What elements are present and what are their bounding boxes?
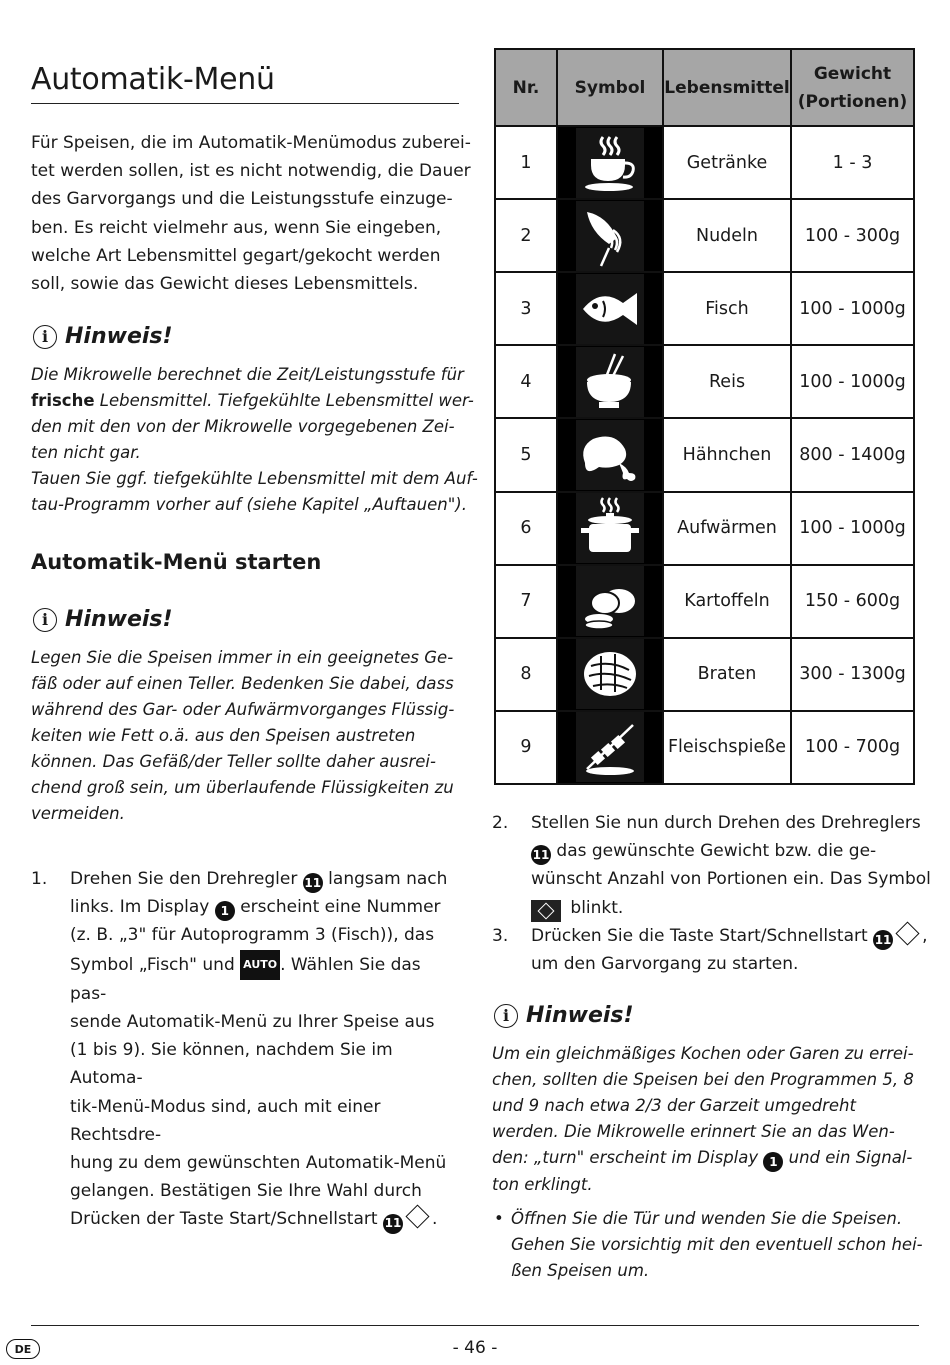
noodles-fork-icon: [576, 201, 644, 271]
control-knob-badge: 11: [531, 845, 551, 865]
step-text: Stellen Sie nun durch Drehen des Drehreglers 11 das gewünschte Gewicht bzw. die ge- wünscht Anzahl von Portionen ein. Das Symbol blinkt.: [531, 809, 931, 922]
fish-icon: [576, 274, 644, 344]
coffee-cup-icon: [576, 128, 644, 198]
table-row: [495, 492, 914, 565]
table-row: [495, 345, 914, 418]
row-food: Getränke: [663, 126, 791, 199]
intro-line: tet werden sollen, ist es nicht notwendig, die Dauer: [31, 161, 471, 182]
note-line: während des Gar- oder Aufwärmvorganges Flüssig-: [31, 700, 455, 719]
table-row: [495, 272, 914, 345]
note-text: [31, 645, 454, 827]
row-nr: 2: [495, 199, 557, 272]
note-label: Hinweis!: [526, 1003, 634, 1028]
note-label: Hinweis!: [65, 324, 173, 349]
row-symbol: [557, 638, 663, 711]
intro-line: welche Art Lebensmittel gegart/gekocht werden: [31, 245, 441, 266]
row-symbol: [557, 492, 663, 565]
section-heading: Automatik-Menü starten: [31, 550, 322, 574]
row-weight: 100 - 1000g: [791, 345, 914, 418]
start-symbol-icon: [405, 1205, 429, 1229]
cooking-pot-icon: [576, 493, 644, 563]
table-row: [495, 565, 914, 638]
skewer-icon: [576, 712, 644, 782]
intro-paragraph: [31, 129, 471, 298]
note-line: frische Lebensmittel. Tiefgekühlte Lebensmittel wer-: [31, 391, 474, 410]
note-label: Hinweis!: [65, 607, 173, 632]
step-number: 3.: [492, 926, 509, 946]
language-badge: DE: [6, 1339, 40, 1359]
note-line: Um ein gleichmäßiges Kochen oder Garen zu errei-: [492, 1044, 914, 1063]
row-nr: 8: [495, 638, 557, 711]
bullet-line: ßen Speisen um.: [511, 1261, 650, 1280]
step-text: Drehen Sie den Drehregler 11 langsam nach links. Im Display 1 erscheint eine Nummer (z. B. „3" für Autoprogramm 3 (Fisch)), das Symbol „Fisch" und AUTO . Wählen Sie das pas- sende Automatik-Menü zu Ihrer Speise aus (1 bis 9). Sie können, nachdem Sie im Automa- tik-Menü-Modus sind, auch mit einer Rechtsdre- hung zu dem gewünschten Automatik-Menü gelangen. Bestätigen Sie Ihre Wahl durch Drücken der Taste Start/Schnellstart 11 .: [70, 865, 461, 1234]
display-badge: 1: [215, 901, 235, 921]
chicken-leg-icon: [576, 420, 644, 490]
bullet-line: Gehen Sie vorsichtig mit den eventuell schon hei-: [511, 1235, 923, 1254]
note-line: keiten wie Fett o.ä. aus den Speisen austreten: [31, 726, 416, 745]
step-text: Drücken Sie die Taste Start/Schnellstart 11 , um den Garvorgang zu starten.: [531, 922, 931, 978]
control-knob-badge: 11: [303, 873, 323, 893]
row-nr: 6: [495, 492, 557, 565]
row-nr: 4: [495, 345, 557, 418]
note-line: ton erklingt.: [492, 1175, 593, 1194]
row-symbol: [557, 126, 663, 199]
note-line: chend groß sein, um überlaufende Flüssigkeiten zu: [31, 778, 454, 797]
automatic-menu-table: [494, 48, 915, 785]
bullet-mark: •: [494, 1209, 504, 1228]
row-nr: 5: [495, 418, 557, 491]
roast-icon: [576, 639, 644, 709]
row-food: Fisch: [663, 272, 791, 345]
intro-line: soll, sowie das Gewicht dieses Lebensmittels.: [31, 274, 419, 295]
row-weight: 100 - 300g: [791, 199, 914, 272]
note-line: chen, sollten die Speisen bei den Programmen 5, 8: [492, 1070, 914, 1089]
header-symbol: Symbol: [557, 49, 663, 126]
auto-icon: AUTO: [240, 950, 280, 980]
header-nr: Nr.: [495, 49, 557, 126]
page-title: Automatik-Menü: [31, 62, 275, 97]
step-2: [492, 809, 931, 919]
note-line: und 9 nach etwa 2/3 der Garzeit umgedreht: [492, 1096, 856, 1115]
note-line: Legen Sie die Speisen immer in ein geeignetes Ge-: [31, 648, 454, 667]
intro-line: des Garvorgangs und die Leistungsstufe einzuge-: [31, 189, 453, 210]
step-1: [31, 865, 461, 1231]
table-row: [495, 711, 914, 784]
row-nr: 1: [495, 126, 557, 199]
note-heading: [33, 324, 173, 349]
row-symbol: [557, 272, 663, 345]
info-icon: i: [33, 608, 57, 632]
bullet-item: [494, 1206, 923, 1284]
note-line: den mit den von der Mikrowelle vorgegebenen Zei-: [31, 417, 455, 436]
header-food: Lebensmittel: [663, 49, 791, 126]
note-line: Die Mikrowelle berechnet die Zeit/Leistungsstufe für: [31, 365, 464, 384]
row-nr: 3: [495, 272, 557, 345]
row-food: Kartoffeln: [663, 565, 791, 638]
note-line: ten nicht gar.: [31, 443, 141, 462]
row-weight: 800 - 1400g: [791, 418, 914, 491]
potatoes-icon: [576, 566, 644, 636]
bullet-line: Öffnen Sie die Tür und wenden Sie die Speisen.: [511, 1209, 903, 1228]
step-number: 2.: [492, 813, 509, 833]
info-icon: i: [494, 1004, 518, 1028]
note-text: [31, 362, 478, 518]
start-symbol-icon: [531, 900, 561, 922]
footer-divider: [31, 1325, 919, 1326]
note-text: [492, 1041, 914, 1198]
start-button-badge: 11: [383, 1214, 403, 1234]
display-badge: 1: [763, 1152, 783, 1172]
table-row: [495, 126, 914, 199]
row-weight: 100 - 1000g: [791, 272, 914, 345]
row-food: Braten: [663, 638, 791, 711]
note-line: fäß oder auf einen Teller. Bedenken Sie dabei, dass: [31, 674, 454, 693]
note-line: den: „turn" erscheint im Display 1 und ein Signal-: [492, 1145, 914, 1172]
table-row: [495, 638, 914, 711]
row-nr: 7: [495, 565, 557, 638]
row-weight: 300 - 1300g: [791, 638, 914, 711]
row-weight: 1 - 3: [791, 126, 914, 199]
table-row: [495, 199, 914, 272]
note-heading: [33, 607, 173, 632]
row-weight: 150 - 600g: [791, 565, 914, 638]
intro-line: ben. Es reicht vielmehr aus, wenn Sie eingeben,: [31, 217, 442, 238]
row-food: Fleischspieße: [663, 711, 791, 784]
row-symbol: [557, 565, 663, 638]
note-line: vermeiden.: [31, 804, 125, 823]
row-food: Aufwärmen: [663, 492, 791, 565]
note-line: können. Das Gefäß/der Teller sollte daher ausrei-: [31, 752, 436, 771]
step-3: [492, 922, 928, 982]
table-header-row: [495, 49, 914, 126]
title-divider: [31, 103, 459, 104]
step-number: 1.: [31, 869, 48, 889]
row-weight: 100 - 1000g: [791, 492, 914, 565]
row-symbol: [557, 711, 663, 784]
note-line: tau-Programm vorher auf (siehe Kapitel „Auftauen").: [31, 495, 467, 514]
row-symbol: [557, 418, 663, 491]
start-symbol-icon: [896, 921, 920, 945]
row-symbol: [557, 199, 663, 272]
note-line: Tauen Sie ggf. tiefgekühlte Lebensmittel mit dem Auf-: [31, 469, 478, 488]
intro-line: Für Speisen, die im Automatik-Menümodus zuberei-: [31, 133, 471, 153]
row-weight: 100 - 700g: [791, 711, 914, 784]
header-weight: Gewicht (Portionen): [791, 49, 914, 126]
row-food: Reis: [663, 345, 791, 418]
row-symbol: [557, 345, 663, 418]
note-line: werden. Die Mikrowelle erinnert Sie an das Wen-: [492, 1122, 895, 1141]
note-heading: [494, 1003, 634, 1028]
table-row: [495, 418, 914, 491]
row-nr: 9: [495, 711, 557, 784]
row-food: Nudeln: [663, 199, 791, 272]
row-food: Hähnchen: [663, 418, 791, 491]
rice-bowl-icon: [576, 347, 644, 417]
start-button-badge: 11: [873, 930, 893, 950]
page-number: - 46 -: [452, 1338, 498, 1358]
info-icon: i: [33, 325, 57, 349]
